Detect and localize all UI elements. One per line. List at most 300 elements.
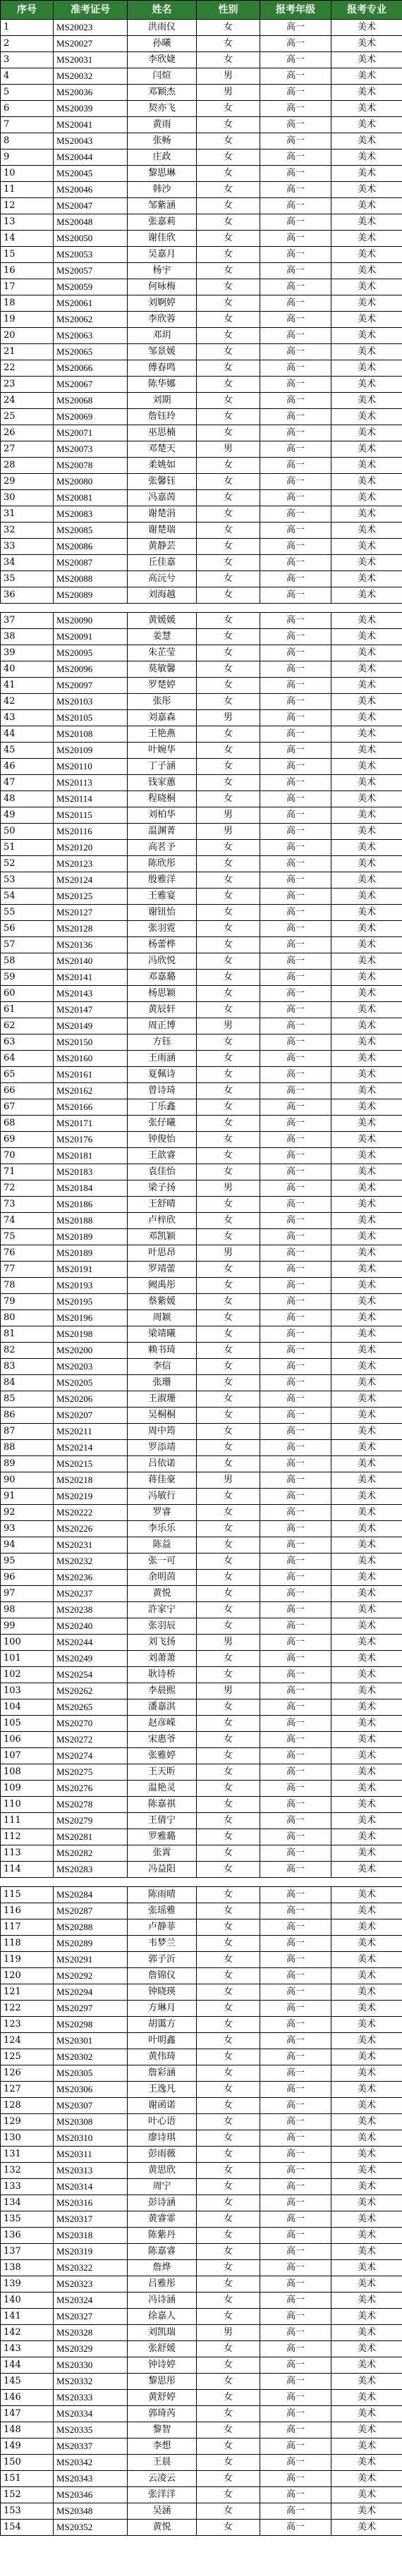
table-row (1, 840, 402, 856)
row-grade: 高一 (260, 1359, 331, 1375)
row-index: 77 (1, 1262, 54, 1278)
row-name: 庄政 (128, 149, 197, 166)
row-index: 40 (1, 661, 54, 678)
table-row (1, 344, 402, 360)
row-index: 31 (1, 506, 54, 523)
row-gender: 女 (197, 1651, 260, 1667)
row-gender: 男 (197, 2325, 260, 2341)
row-grade: 高一 (260, 2520, 331, 2536)
row-name: 彭雨薇 (128, 2147, 197, 2163)
row-major: 美术 (331, 1278, 402, 1294)
row-exam-id: MS20149 (54, 1018, 128, 1034)
row-gender: 女 (197, 1521, 260, 1537)
row-exam-id: MS20317 (54, 2211, 128, 2228)
row-grade: 高一 (260, 2325, 331, 2341)
row-major: 美术 (331, 133, 402, 149)
row-grade: 高一 (260, 133, 331, 149)
table-row (1, 1359, 402, 1375)
row-grade: 高一 (260, 759, 331, 775)
row-exam-id: MS20176 (54, 1132, 128, 1148)
row-exam-id: MS20113 (54, 775, 128, 791)
row-index: 78 (1, 1278, 54, 1294)
row-name: 张霄 (128, 1845, 197, 1862)
table-row (1, 2001, 402, 2017)
row-grade: 高一 (260, 840, 331, 856)
row-grade: 高一 (260, 587, 331, 604)
table-row (1, 937, 402, 953)
row-name: 高茗予 (128, 840, 197, 856)
row-major: 美术 (331, 1618, 402, 1635)
row-name: 温艳灵 (128, 1781, 197, 1797)
row-gender: 男 (197, 807, 260, 824)
row-exam-id: MS20096 (54, 661, 128, 678)
row-major: 美术 (331, 2049, 402, 2065)
row-gender: 女 (197, 409, 260, 425)
row-exam-id: MS20068 (54, 393, 128, 409)
table-row (1, 1984, 402, 2001)
row-grade: 高一 (260, 344, 331, 360)
table-row (1, 1968, 402, 1984)
row-gender: 女 (197, 1618, 260, 1635)
row-name: 李想 (128, 2438, 197, 2455)
row-index: 37 (1, 613, 54, 629)
row-major: 美术 (331, 1197, 402, 1213)
table-row (1, 1051, 402, 1067)
row-name: 杨宇 (128, 263, 197, 279)
row-name: 詹锦仪 (128, 1968, 197, 1984)
row-grade: 高一 (260, 807, 331, 824)
row-exam-id: MS20057 (54, 263, 128, 279)
row-grade: 高一 (260, 791, 331, 807)
row-major: 美术 (331, 490, 402, 506)
row-name: 张洋洋 (128, 2487, 197, 2503)
row-index: 140 (1, 2293, 54, 2309)
row-gender: 女 (197, 1391, 260, 1408)
row-gender: 女 (197, 36, 260, 52)
table-row (1, 68, 402, 85)
table-row (1, 1294, 402, 1310)
row-gender: 女 (197, 360, 260, 377)
row-gender: 女 (197, 2406, 260, 2422)
table-row (1, 905, 402, 921)
table-row (1, 629, 402, 645)
table-row (1, 506, 402, 523)
row-major: 美术 (331, 1148, 402, 1164)
row-grade: 高一 (260, 1716, 331, 1732)
row-name: 黄悦 (128, 2520, 197, 2536)
row-index: 112 (1, 1829, 54, 1845)
table-row (1, 1781, 402, 1797)
row-exam-id: MS20222 (54, 1505, 128, 1521)
row-gender: 女 (197, 20, 260, 36)
row-name: 黄伟琦 (128, 2049, 197, 2065)
row-major: 美术 (331, 539, 402, 555)
row-major: 美术 (331, 312, 402, 328)
row-index: 127 (1, 2082, 54, 2098)
row-exam-id: MS20097 (54, 678, 128, 694)
row-gender: 女 (197, 263, 260, 279)
row-gender: 女 (197, 1862, 260, 1878)
row-name: 王雨涵 (128, 1051, 197, 1067)
row-major: 美术 (331, 166, 402, 182)
table-row (1, 2179, 402, 2195)
row-index: 105 (1, 1716, 54, 1732)
table-row (1, 409, 402, 425)
row-exam-id: MS20125 (54, 889, 128, 905)
table-row (1, 2130, 402, 2147)
row-name: 邹紫涵 (128, 198, 197, 214)
row-gender: 女 (197, 2147, 260, 2163)
row-exam-id: MS20282 (54, 1845, 128, 1862)
row-major: 美术 (331, 807, 402, 824)
row-index: 10 (1, 166, 54, 182)
row-gender: 女 (197, 182, 260, 198)
row-index: 115 (1, 1887, 54, 1903)
row-major: 美术 (331, 1051, 402, 1067)
table-row (1, 1489, 402, 1505)
row-grade: 高一 (260, 953, 331, 970)
table-row (1, 490, 402, 506)
row-exam-id: MS20071 (54, 425, 128, 441)
row-exam-id: MS20198 (54, 1326, 128, 1343)
row-index: 60 (1, 986, 54, 1002)
row-grade: 高一 (260, 295, 331, 312)
row-index: 80 (1, 1310, 54, 1326)
row-grade: 高一 (260, 1635, 331, 1651)
table-row (1, 1570, 402, 1586)
row-gender: 女 (197, 555, 260, 571)
row-exam-id: MS20081 (54, 490, 128, 506)
table-row (1, 1505, 402, 1521)
row-gender: 女 (197, 1229, 260, 1245)
row-major: 美术 (331, 1359, 402, 1375)
row-name: 柔姚如 (128, 458, 197, 474)
row-grade: 高一 (260, 1968, 331, 1984)
row-grade: 高一 (260, 1813, 331, 1829)
row-gender: 女 (197, 1326, 260, 1343)
row-major: 美术 (331, 1537, 402, 1553)
row-name: 张雅婷 (128, 1748, 197, 1764)
row-exam-id: MS20308 (54, 2114, 128, 2130)
row-grade: 高一 (260, 117, 331, 133)
row-exam-id: MS20244 (54, 1635, 128, 1651)
row-index: 33 (1, 539, 54, 555)
row-exam-id: MS20342 (54, 2455, 128, 2471)
row-exam-id: MS20141 (54, 970, 128, 986)
row-name: 朱芷莹 (128, 645, 197, 661)
row-gender: 女 (197, 1984, 260, 2001)
row-exam-id: MS20203 (54, 1359, 128, 1375)
row-index: 87 (1, 1424, 54, 1440)
row-major: 美术 (331, 1472, 402, 1489)
row-gender: 女 (197, 775, 260, 791)
row-gender: 女 (197, 425, 260, 441)
row-name: 吴嘉月 (128, 247, 197, 263)
row-name: 殷雅洋 (128, 872, 197, 889)
row-name: 丘佳嘉 (128, 555, 197, 571)
row-exam-id: MS20284 (54, 1887, 128, 1903)
row-gender: 女 (197, 474, 260, 490)
row-index: 134 (1, 2195, 54, 2211)
row-gender: 女 (197, 1903, 260, 1919)
row-exam-id: MS20085 (54, 523, 128, 539)
row-index: 28 (1, 458, 54, 474)
row-name: 刘婀婷 (128, 295, 197, 312)
row-name: 詹烨 (128, 2260, 197, 2276)
row-major: 美术 (331, 1602, 402, 1618)
row-index: 51 (1, 840, 54, 856)
row-major: 美术 (331, 1936, 402, 1952)
row-gender: 女 (197, 759, 260, 775)
row-index: 98 (1, 1602, 54, 1618)
row-major: 美术 (331, 2293, 402, 2309)
row-grade: 高一 (260, 1887, 331, 1903)
row-gender: 女 (197, 678, 260, 694)
row-name: 孙曦 (128, 36, 197, 52)
row-name: 周颖 (128, 1310, 197, 1326)
row-gender: 女 (197, 791, 260, 807)
row-index: 15 (1, 247, 54, 263)
table-row (1, 678, 402, 694)
row-grade: 高一 (260, 182, 331, 198)
row-major: 美术 (331, 587, 402, 604)
row-major: 美术 (331, 1984, 402, 2001)
row-gender: 女 (197, 953, 260, 970)
row-gender: 女 (197, 52, 260, 68)
row-index: 116 (1, 1903, 54, 1919)
row-grade: 高一 (260, 1521, 331, 1537)
row-name: 张瑶雅 (128, 1903, 197, 1919)
row-major: 美术 (331, 344, 402, 360)
row-index: 83 (1, 1359, 54, 1375)
table-row (1, 1537, 402, 1553)
row-index: 103 (1, 1683, 54, 1699)
row-name: 谢佳欣 (128, 231, 197, 247)
row-major: 美术 (331, 2374, 402, 2390)
row-index: 47 (1, 775, 54, 791)
table-row (1, 1197, 402, 1213)
row-name: 郭子沂 (128, 1952, 197, 1968)
row-major: 美术 (331, 295, 402, 312)
row-name: 王倩宁 (128, 1813, 197, 1829)
table-row (1, 523, 402, 539)
row-name: 陈益 (128, 1537, 197, 1553)
row-grade: 高一 (260, 312, 331, 328)
table-row (1, 1699, 402, 1716)
row-exam-id: MS20181 (54, 1148, 128, 1164)
row-gender: 女 (197, 1164, 260, 1180)
row-index: 118 (1, 1936, 54, 1952)
row-index: 50 (1, 824, 54, 840)
row-name: 王舒晴 (128, 1197, 197, 1213)
row-grade: 高一 (260, 905, 331, 921)
row-gender: 女 (197, 1343, 260, 1359)
row-gender: 女 (197, 1537, 260, 1553)
row-exam-id: MS20039 (54, 101, 128, 117)
row-exam-id: MS20044 (54, 149, 128, 166)
table-row (1, 2309, 402, 2325)
row-index: 124 (1, 2033, 54, 2049)
row-index: 126 (1, 2065, 54, 2082)
row-name: 谢钮怡 (128, 905, 197, 921)
row-exam-id: MS20232 (54, 1553, 128, 1570)
row-exam-id: MS20109 (54, 743, 128, 759)
row-exam-id: MS20120 (54, 840, 128, 856)
row-exam-id: MS20323 (54, 2276, 128, 2293)
table-row (1, 1716, 402, 1732)
row-index: 39 (1, 645, 54, 661)
row-major: 美术 (331, 555, 402, 571)
row-grade: 高一 (260, 824, 331, 840)
row-gender: 女 (197, 2049, 260, 2065)
row-index: 120 (1, 1968, 54, 1984)
row-major: 美术 (331, 2195, 402, 2211)
row-index: 84 (1, 1375, 54, 1391)
row-major: 美术 (331, 2503, 402, 2520)
row-major: 美术 (331, 1862, 402, 1878)
row-index: 96 (1, 1570, 54, 1586)
row-index: 44 (1, 726, 54, 743)
table-row (1, 872, 402, 889)
row-major: 美术 (331, 214, 402, 231)
row-major: 美术 (331, 1781, 402, 1797)
table-row (1, 921, 402, 937)
row-major: 美术 (331, 1586, 402, 1602)
row-gender: 女 (197, 613, 260, 629)
row-grade: 高一 (260, 1310, 331, 1326)
row-exam-id: MS20231 (54, 1537, 128, 1553)
table-row (1, 571, 402, 587)
row-name: 刘期 (128, 393, 197, 409)
row-exam-id: MS20191 (54, 1262, 128, 1278)
row-index: 145 (1, 2374, 54, 2390)
row-index: 38 (1, 629, 54, 645)
row-major: 美术 (331, 2098, 402, 2114)
row-exam-id: MS20249 (54, 1651, 128, 1667)
row-name: 徐嘉人 (128, 2309, 197, 2325)
row-index: 99 (1, 1618, 54, 1635)
row-gender: 女 (197, 1919, 260, 1936)
table-row (1, 2228, 402, 2244)
row-name: 温渊菁 (128, 824, 197, 840)
row-exam-id: MS20226 (54, 1521, 128, 1537)
row-gender: 女 (197, 1067, 260, 1083)
row-index: 122 (1, 2001, 54, 2017)
row-exam-id: MS20333 (54, 2390, 128, 2406)
row-gender: 女 (197, 1408, 260, 1424)
row-index: 41 (1, 678, 54, 694)
row-exam-id: MS20254 (54, 1667, 128, 1683)
table-row (1, 2374, 402, 2390)
row-exam-id: MS20238 (54, 1602, 128, 1618)
table-row (1, 377, 402, 393)
row-exam-id: MS20205 (54, 1375, 128, 1391)
row-name: 李晨熙 (128, 1683, 197, 1699)
row-index: 90 (1, 1472, 54, 1489)
row-exam-id: MS20279 (54, 1813, 128, 1829)
table-row (1, 2065, 402, 2082)
row-name: 夏佩诗 (128, 1067, 197, 1083)
row-exam-id: MS20103 (54, 694, 128, 710)
row-grade: 高一 (260, 2309, 331, 2325)
row-gender: 女 (197, 1359, 260, 1375)
row-major: 美术 (331, 1570, 402, 1586)
row-major: 美术 (331, 2179, 402, 2195)
table-row (1, 2471, 402, 2487)
row-grade: 高一 (260, 2406, 331, 2422)
row-index: 9 (1, 149, 54, 166)
table-row (1, 1732, 402, 1748)
table-row (1, 117, 402, 133)
row-grade: 高一 (260, 231, 331, 247)
row-gender: 女 (197, 1764, 260, 1781)
row-index: 29 (1, 474, 54, 490)
row-gender: 女 (197, 2228, 260, 2244)
row-index: 14 (1, 231, 54, 247)
row-grade: 高一 (260, 1294, 331, 1310)
row-major: 美术 (331, 1667, 402, 1683)
row-index: 57 (1, 937, 54, 953)
row-name: 钟晓瑛 (128, 1984, 197, 2001)
row-index: 2 (1, 36, 54, 52)
row-grade: 高一 (260, 166, 331, 182)
row-exam-id: MS20288 (54, 1919, 128, 1936)
row-grade: 高一 (260, 1829, 331, 1845)
row-gender: 女 (197, 2017, 260, 2033)
row-name: 陈华娜 (128, 377, 197, 393)
table-row (1, 1602, 402, 1618)
row-exam-id: MS20195 (54, 1294, 128, 1310)
row-major: 美术 (331, 1262, 402, 1278)
row-exam-id: MS20313 (54, 2163, 128, 2179)
row-name: 傅春鸣 (128, 360, 197, 377)
row-gender: 女 (197, 1424, 260, 1440)
row-index: 65 (1, 1067, 54, 1083)
row-major: 美术 (331, 2260, 402, 2276)
row-grade: 高一 (260, 1067, 331, 1083)
row-gender: 女 (197, 1699, 260, 1716)
row-name: 闫煊 (128, 68, 197, 85)
row-index: 20 (1, 328, 54, 344)
row-major: 美术 (331, 710, 402, 726)
row-grade: 高一 (260, 1903, 331, 1919)
row-major: 美术 (331, 1748, 402, 1764)
row-index: 73 (1, 1197, 54, 1213)
row-index: 125 (1, 2049, 54, 2065)
row-gender: 女 (197, 539, 260, 555)
row-exam-id: MS20147 (54, 1002, 128, 1018)
table-row (1, 1310, 402, 1326)
row-grade: 高一 (260, 1083, 331, 1099)
table-row (1, 149, 402, 166)
table-row (1, 247, 402, 263)
row-name: 陈欣彤 (128, 856, 197, 872)
table-row (1, 2114, 402, 2130)
row-name: 邹景媛 (128, 344, 197, 360)
row-exam-id: MS20059 (54, 279, 128, 295)
row-index: 79 (1, 1294, 54, 1310)
row-name: 陈雨晴 (128, 1887, 197, 1903)
row-grade: 高一 (260, 1002, 331, 1018)
row-name: 陈紫丹 (128, 2228, 197, 2244)
table-row (1, 791, 402, 807)
table-row (1, 2438, 402, 2455)
row-gender: 女 (197, 2520, 260, 2536)
row-grade: 高一 (260, 20, 331, 36)
table-row (1, 1002, 402, 1018)
row-exam-id: MS20314 (54, 2179, 128, 2195)
table-row (1, 2422, 402, 2438)
